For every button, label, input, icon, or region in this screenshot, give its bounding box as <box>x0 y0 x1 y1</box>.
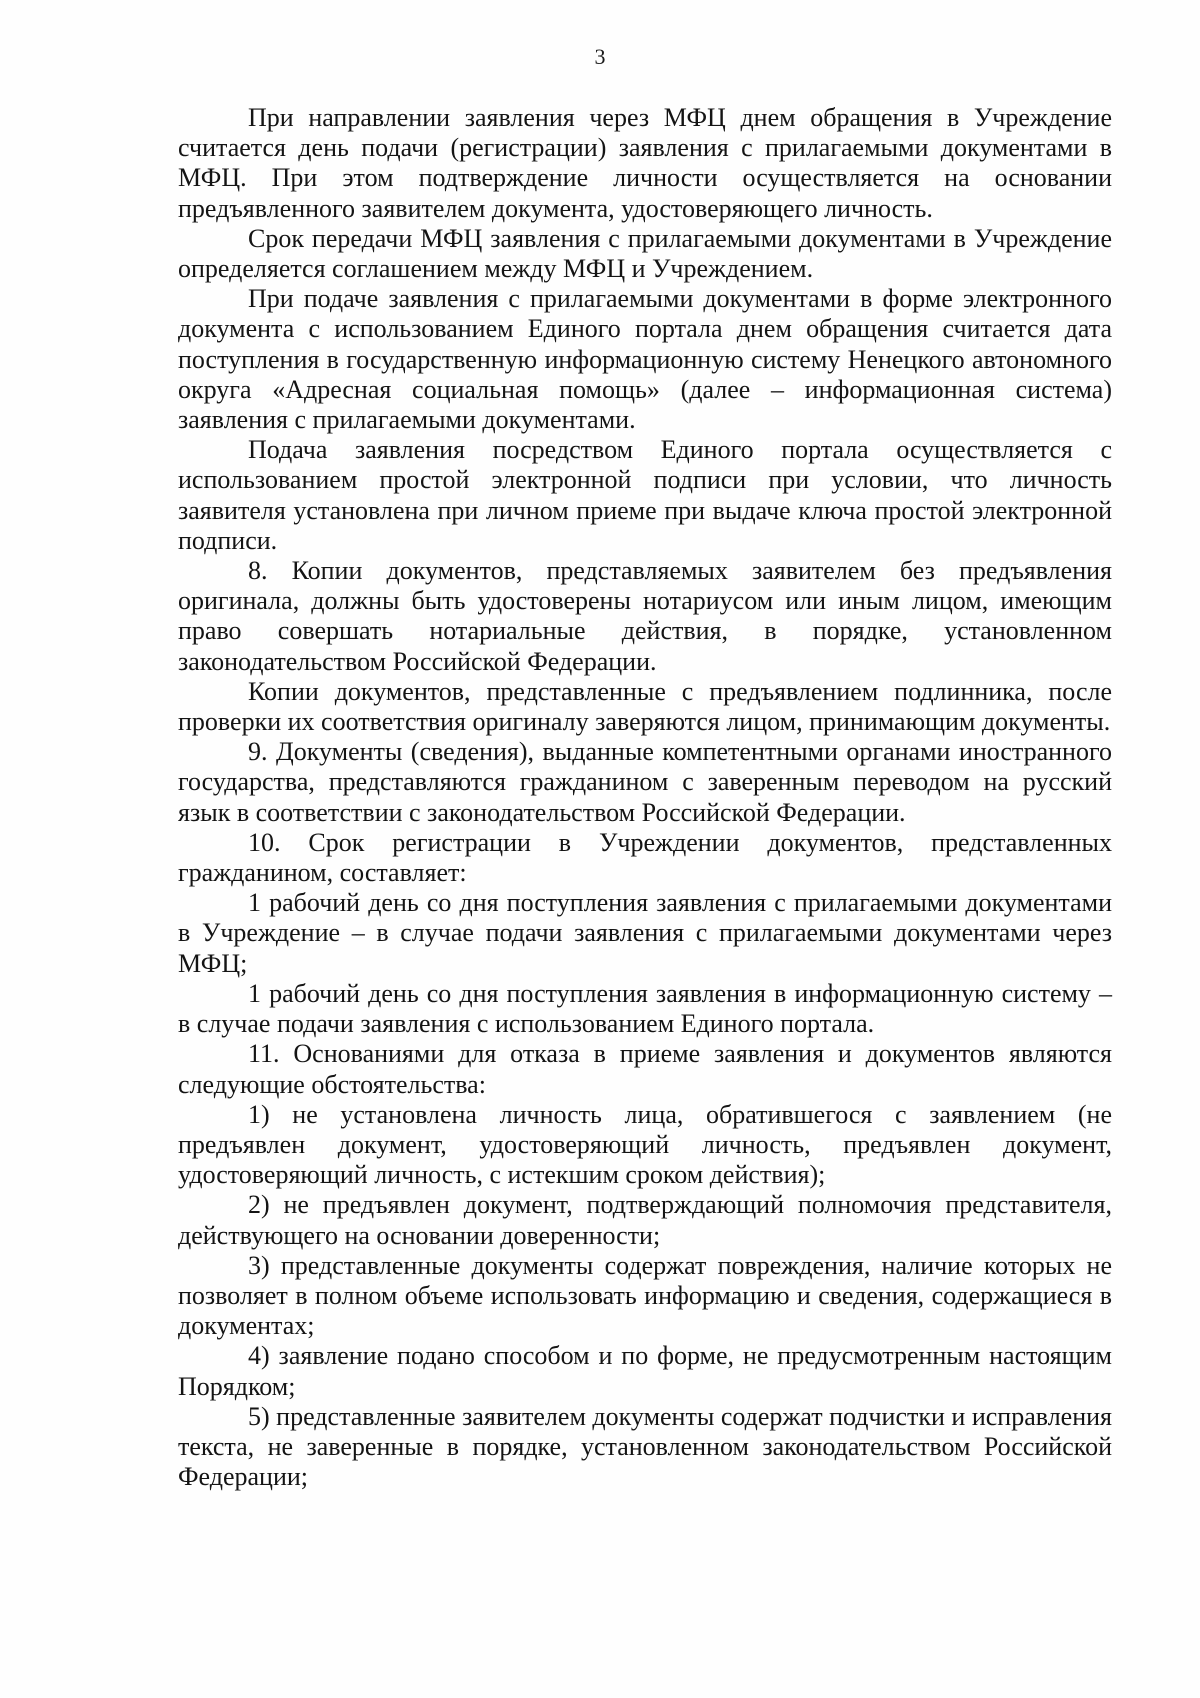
list-item-refusal-3: 3) представленные документы содержат повреждения, наличие которых не позволяет в полном объеме использовать информацию и сведения, содержащиеся в документах; <box>178 1250 1112 1341</box>
list-item-refusal-2: 2) не предъявлен документ, подтверждающий полномочия представителя, действующего на основании доверенности; <box>178 1190 1112 1250</box>
page-number: 3 <box>594 44 606 69</box>
paragraph-copies-verification: Копии документов, представленные с предъявлением подлинника, после проверки их соответствия оригиналу заверяются лицом, принимающим документы. <box>178 676 1112 737</box>
paragraph-term-portal: 1 рабочий день со дня поступления заявления в информационную систему – в случае подачи заявления с использованием Единого портала. <box>178 978 1112 1039</box>
paragraph-electronic-signature: Подача заявления посредством Единого портала осуществляется с использованием простой электронной подписи при условии, что личность заявителя установлена при личном приеме при выдаче ключа простой электронной подписи. <box>178 435 1112 555</box>
list-item-refusal-5: 5) представленные заявителем документы содержат подчистки и исправления текста, не заверенные в порядке, установленном законодательством Российской Федерации; <box>178 1401 1112 1492</box>
paragraph-electronic-submission: При подаче заявления с прилагаемыми документами в форме электронного документа с использованием Единого портала днем обращения считается дата поступления в государственную информационную систему Ненецкого автономного округа «Адресная социальная помощь» (далее – информационная система) заявления с прилагаемыми документами. <box>178 284 1112 435</box>
paragraph-mfc-submission-date: При направлении заявления через МФЦ днем обращения в Учреждение считается день подачи (регистрации) заявления с прилагаемыми документами в МФЦ. При этом подтверждение личности осуществляется на основании предъявленного заявителем документа, удостоверяющего личность. <box>178 103 1112 223</box>
paragraph-mfc-transfer-term: Срок передачи МФЦ заявления с прилагаемыми документами в Учреждение определяется соглашением между МФЦ и Учреждением. <box>178 223 1112 284</box>
list-item-refusal-4: 4) заявление подано способом и по форме, не предусмотренным настоящим Порядком; <box>178 1341 1112 1401</box>
list-item-refusal-1: 1) не установлена личность лица, обратившегося с заявлением (не предъявлен документ, удостоверяющий личность, предъявлен документ, удостоверяющий личность, с истекшим сроком действия); <box>178 1099 1112 1190</box>
paragraph-item-10: 10. Срок регистрации в Учреждении документов, представленных гражданином, составляет: <box>178 827 1112 888</box>
paragraph-item-11: 11. Основаниями для отказа в приеме заявления и документов являются следующие обстоятельства: <box>178 1039 1112 1099</box>
paragraph-item-8: 8. Копии документов, представляемых заявителем без предъявления оригинала, должны быть удостоверены нотариусом или иным лицом, имеющим право совершать нотариальные действия, в порядке, установленном законодательством Российской Федерации. <box>178 556 1112 676</box>
paragraph-item-9: 9. Документы (сведения), выданные компетентными органами иностранного государства, представляются гражданином с заверенным переводом на русский язык в соответствии с законодательством Российской Федерации. <box>178 737 1112 827</box>
paragraph-term-mfc: 1 рабочий день со дня поступления заявления с прилагаемыми документами в Учреждение – в случае подачи заявления с прилагаемыми документами через МФЦ; <box>178 888 1112 978</box>
body-text <box>178 103 1112 1492</box>
